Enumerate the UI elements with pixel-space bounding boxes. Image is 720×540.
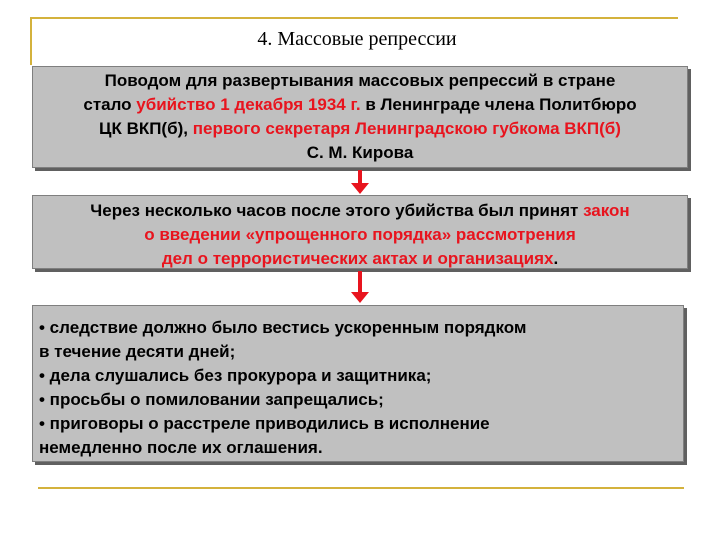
title-frame-left bbox=[30, 17, 32, 65]
cause-box bbox=[32, 66, 688, 168]
procedure-box bbox=[32, 305, 684, 462]
title-frame-top bbox=[30, 17, 678, 19]
bottom-divider bbox=[38, 487, 684, 489]
law-line-3: дел о террористических актах и организациях. bbox=[161, 249, 559, 268]
procedure-line: • следствие должно было вестись ускоренным порядком bbox=[39, 318, 527, 337]
law-box bbox=[32, 195, 688, 269]
procedure-line: • дела слушались без прокурора и защитника; bbox=[39, 366, 432, 385]
secretary-highlight: первого секретаря Ленинградскою губкома ВКП(б) bbox=[192, 119, 621, 138]
law-line-2: о введении «упрощенного порядка» рассмотрения bbox=[144, 225, 576, 244]
procedure-line: в течение десяти дней; bbox=[39, 342, 236, 361]
murder-date-highlight: убийство 1 декабря 1934 г. bbox=[136, 95, 361, 114]
cause-line-4: С. М. Кирова bbox=[306, 143, 414, 162]
procedure-line: • приговоры о расстреле приводились в исполнение bbox=[39, 414, 490, 433]
procedure-line: немедленно после их оглашения. bbox=[39, 438, 323, 457]
cause-line-3: ЦК ВКП(б), первого секретаря Ленинградскою губкома ВКП(б) bbox=[99, 119, 621, 138]
cause-line-2: стало убийство 1 декабря 1934 г. в Ленинграде члена Политбюро bbox=[83, 95, 637, 114]
cause-line-1: Поводом для развертывания массовых репрессий в стране bbox=[104, 71, 616, 90]
law-line-1: Через несколько часов после этого убийства был принят закон bbox=[90, 201, 630, 220]
slide-title: 4. Массовые репрессии bbox=[257, 28, 457, 50]
procedure-line: • просьбы о помиловании запрещались; bbox=[39, 390, 384, 409]
law-highlight: закон bbox=[583, 201, 630, 220]
